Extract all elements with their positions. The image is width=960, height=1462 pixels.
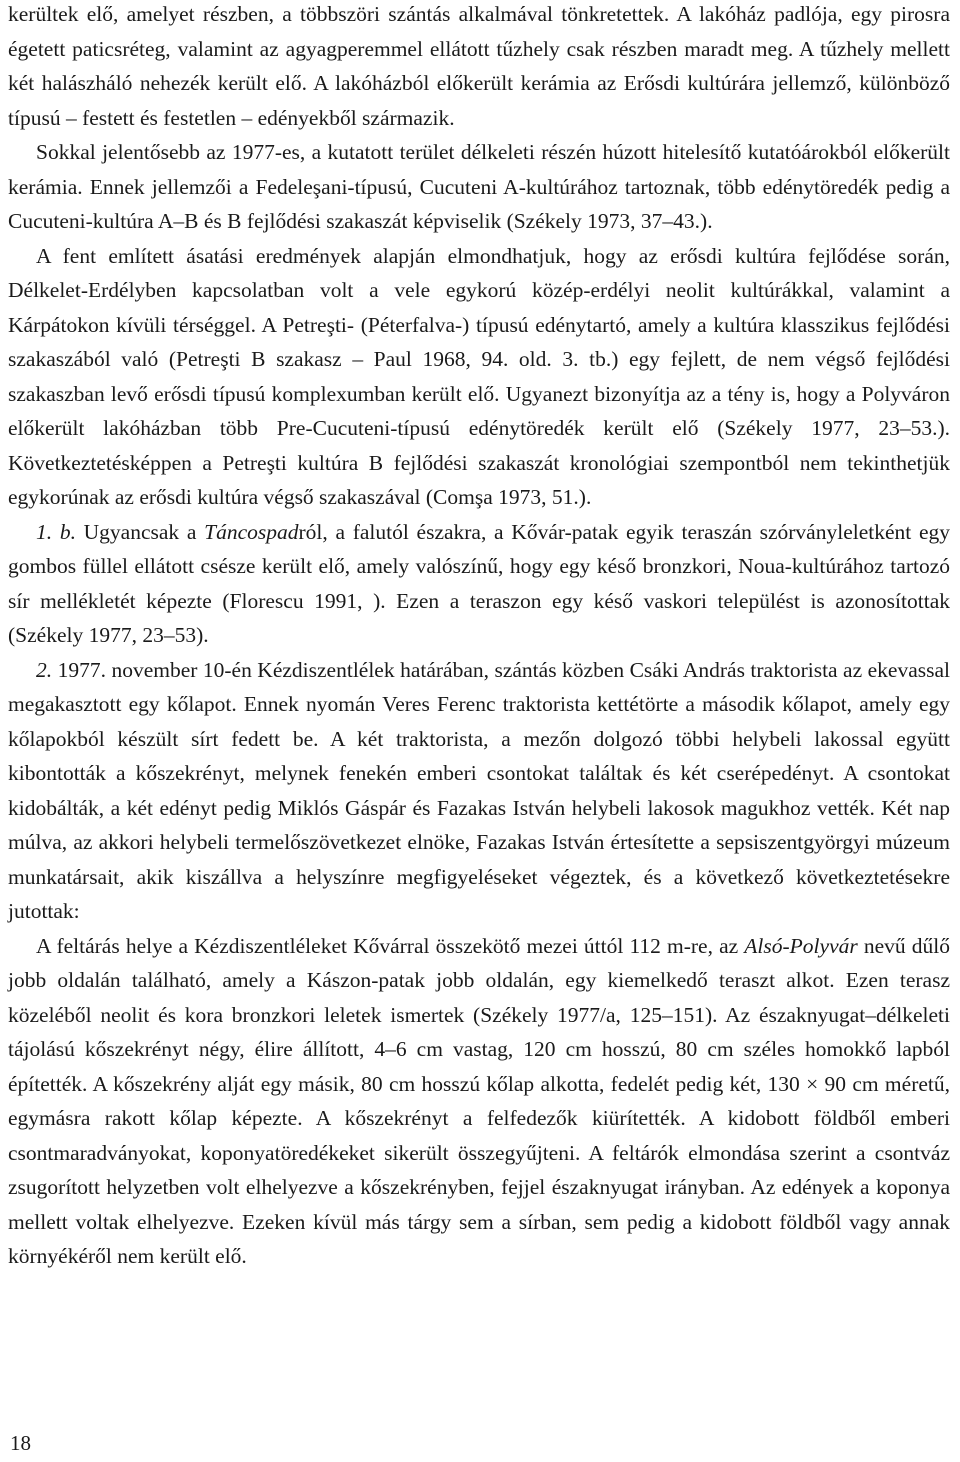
paragraph-5-text: 1977. november 10-én Kézdiszentlélek határában, szántás közben Csáki András traktorista az ekevassal megakasztott egy kőlapot. Ennek nyomán Veres Ferenc traktorista kettétörte a második kőlapot, amely egy kőlapokból készült sírt fedett be. A két traktorista, a mezőn dolgozó többi helybeli lakossal együtt kibontották a kőszekrényt, melynek fenekén emberi csontokat találtak és két cserépedényt. A csontokat kidobálták, a két edényt pedig Miklós Gáspár és Fazakas István helybeli lakosok magukhoz vették. Két nap múlva, az akkori helybeli termelőszövetkezet elnöke, Fazakas István értesítette a sepsiszentgyörgyi múzeum munkatársait, akik kiszállva a helyszínre megfigyeléseket végeztek, és a következő következtetésekre jutottak: [8, 657, 950, 923]
section-number-1b: 1. b. [36, 519, 76, 544]
document-page [8, 0, 950, 1274]
paragraph-1 [8, 0, 950, 135]
paragraph-2 [8, 135, 950, 239]
paragraph-6 [8, 929, 950, 1274]
paragraph-2-text: Sokkal jelentősebb az 1977-es, a kutatott terület délkeleti részén húzott hitelesítő kutatóárokból előkerült kerámia. Ennek jellemzői a Fedeleşani-típusú, Cucuteni A-kultúrához tartoznak, több edénytöredék pedig a Cucuteni-kultúra A–B és B fejlődési szakaszát képviselik (Székely 1973, 37–43.). [8, 140, 950, 233]
paragraph-6-text-a: A feltárás helye a Kézdiszentléleket Kővárral összekötő mezei úttól 112 m-re, az [36, 933, 745, 958]
paragraph-3-text: A fent említett ásatási eredmények alapján elmondhatjuk, hogy az erősdi kultúra fejlődése során, Délkelet-Erdélyben kapcsolatban volt a vele egykorú közép-erdélyi neolit kultúrákkal, valamint a Kárpátokon kívüli térséggel. A Petreşti- (Péterfalva-) típusú edénytartó, amely a kultúra klasszikus fejlődési szakaszából való (Petreşti B szakasz – Paul 1968, 94. old. 3. tb.) egy fejlett, de nem végső fejlődési szakaszban levő erősdi típusú komplexumban került elő. Ugyanezt bizonyítja az a tény is, hogy a Polyváron előkerült lakóházban több Pre-Cucuteni-típusú edénytöredék került elő (Székely 1977, 23–53.). Következtetésképpen a Petreşti kultúra B fejlődési szakaszát kronológiai szempontból nem tekinthetjük egykorúnak az erősdi kultúra végső szakaszával (Comşa 1973, 51.). [8, 243, 950, 509]
paragraph-4 [8, 515, 950, 653]
place-name-tancospad: Táncospad [204, 519, 299, 544]
paragraph-6-text-b: nevű dűlő jobb oldalán található, amely a Kászon-patak jobb oldalán, egy kiemelkedő teraszt alkot. Ezen terasz közeléből neolit és kora bronzkori leletek ismertek (Székely 1977/a, 125–151). Az északnyugat–délkeleti tájolású kőszekrényt négy, élire állított, 4–6 cm vastag, 120 cm hosszú, 80 cm széles homokkő lapból építették. A kőszekrény alját egy másik, 80 cm hosszú kőlap alkotta, fedelét pedig két, 130 × 90 cm méretű, egymásra rakott kőlap képezte. A kőszekrényt a felfedezők kiürítették. A kidobott földből emberi csontmaradványokat, koponyatöredékeket sikerült összegyűjteni. A feltárók elmondása szerint a csontváz zsugorított helyzetben volt elhelyezve a kőszekrényben, fejjel északnyugat irányban. Az edények a koponya mellett voltak elhelyezve. Ezeken kívül más tárgy sem a sírban, sem pedig a kidobott földből vagy annak környékéről nem került elő. [8, 933, 950, 1268]
paragraph-4-text-a: Ugyancsak a [75, 519, 205, 544]
page-number: 18 [10, 1431, 31, 1455]
place-name-also-polyvar: Alsó-Polyvár [744, 933, 858, 958]
paragraph-1-text: kerültek elő, amelyet részben, a többszöri szántás alkalmával tönkretettek. A lakóház padlója, egy pirosra égetett paticsréteg, valamint az agyagperemmel ellátott tűzhely csak részben maradt meg. A tűzhely mellett két halászháló nehezék került elő. A lakóházból előkerült kerámia az Erősdi kultúrára jellemző, különböző típusú – festett és festetlen – edényekből származik. [8, 2, 950, 130]
paragraph-3 [8, 239, 950, 515]
paragraph-5 [8, 653, 950, 929]
paragraph-4-text-b: ról, a falutól északra, a Kővár-patak egyik teraszán szórványleletként egy gombos füllel ellátott csésze került elő, amely valószínű, hogy egy késő bronzkori, Noua-kultúrához tartozó sír mellékletét képezte (Florescu 1991, ). Ezen a teraszon egy késő vaskori települést is azonosítottak (Székely 1977, 23–53). [8, 519, 950, 647]
section-number-2: 2. [36, 657, 53, 682]
